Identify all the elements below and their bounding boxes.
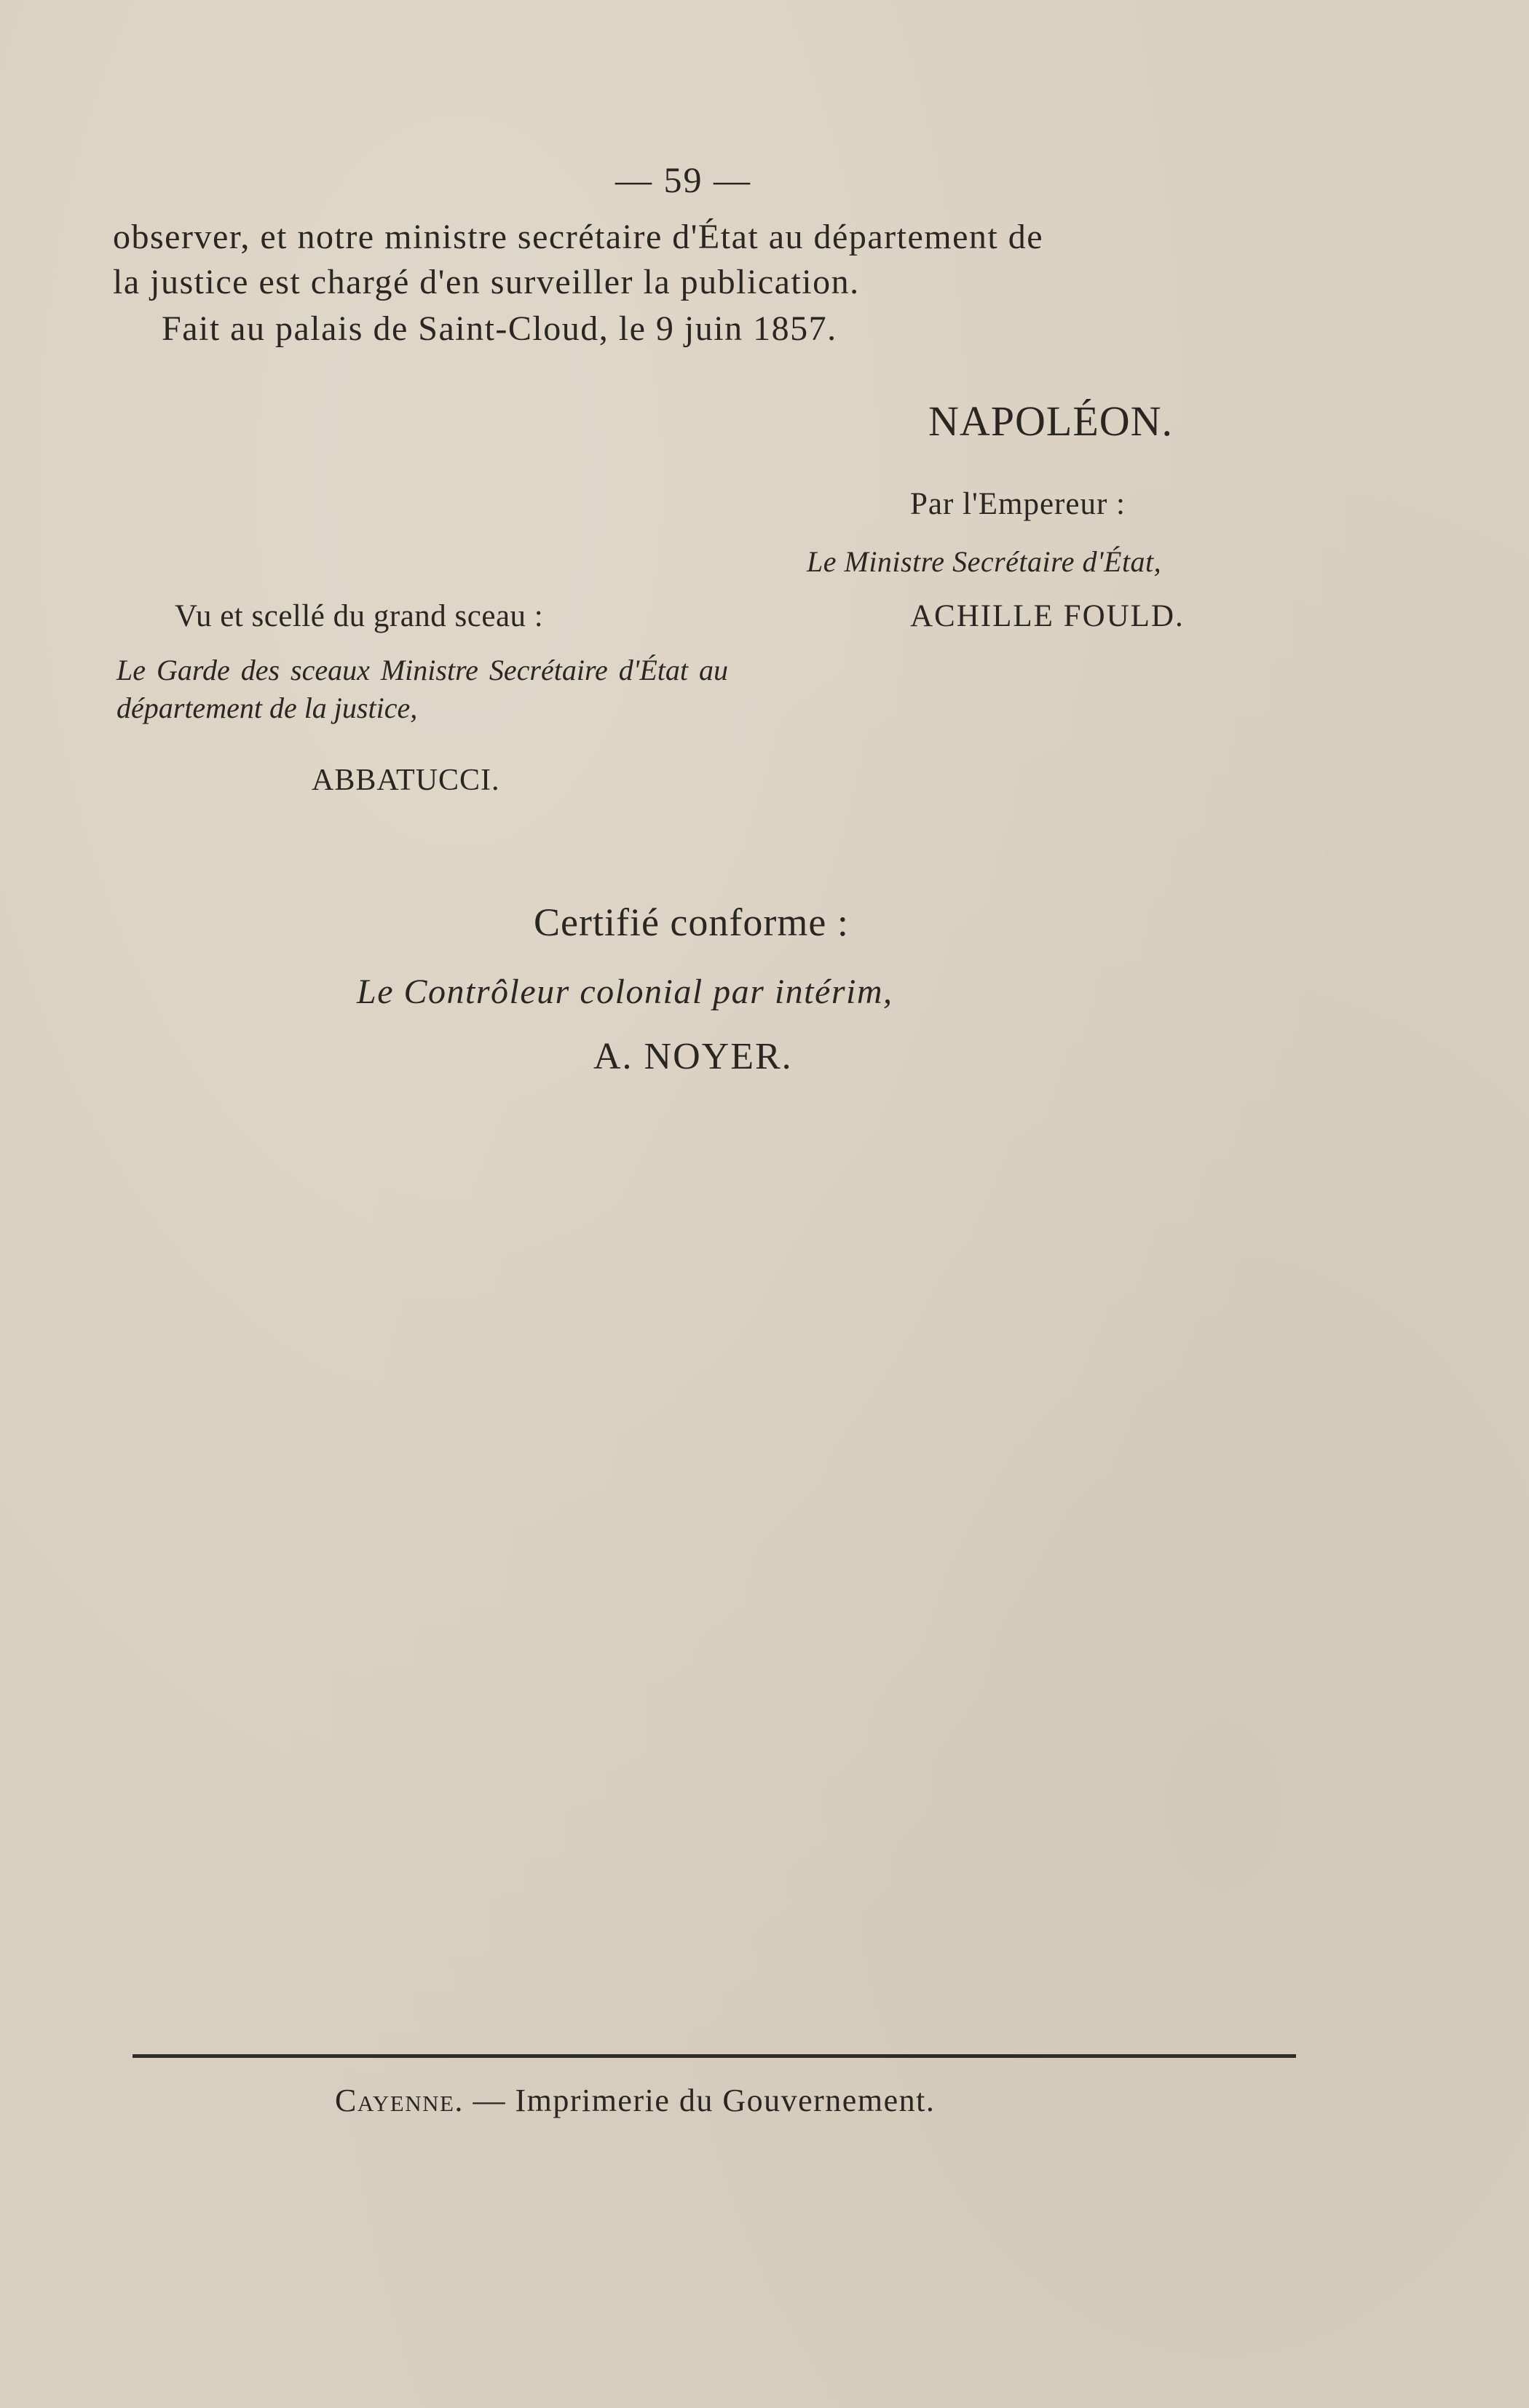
page-number: — 59 — <box>615 159 751 200</box>
emperor-signature: NAPOLÉON. <box>928 397 1174 445</box>
controller-title: Le Contrôleur colonial par intérim, <box>357 973 893 1011</box>
body-line: observer, et notre ministre secrétaire d'État au département de <box>113 218 1044 256</box>
body-line: la justice est chargé d'en surveiller la publication. <box>113 263 860 301</box>
keeper-of-seals-title: Le Garde des sceaux Ministre Secrétaire d'État au département de la justice, <box>116 654 728 724</box>
minister-title: Le Ministre Secrétaire d'État, <box>807 545 1162 578</box>
imprint-separator: — <box>463 2083 515 2118</box>
footer-rule <box>133 2054 1296 2058</box>
seal-line: Vu et scellé du grand sceau : <box>175 599 544 633</box>
minister-name: ACHILLE FOULD. <box>910 599 1185 633</box>
body-line: Fait au palais de Saint-Cloud, le 9 juin 1857. <box>162 309 837 348</box>
printer-imprint <box>335 2082 935 2119</box>
controller-name: A. NOYER. <box>593 1036 793 1077</box>
certification-line: Certifié conforme : <box>534 900 849 944</box>
by-emperor-line: Par l'Empereur : <box>910 487 1126 521</box>
imprint-place: Cayenne. <box>335 2083 464 2118</box>
keeper-of-seals-name: ABBATUCCI. <box>312 764 500 797</box>
imprint-printer: Imprimerie du Gouvernement. <box>515 2083 936 2118</box>
